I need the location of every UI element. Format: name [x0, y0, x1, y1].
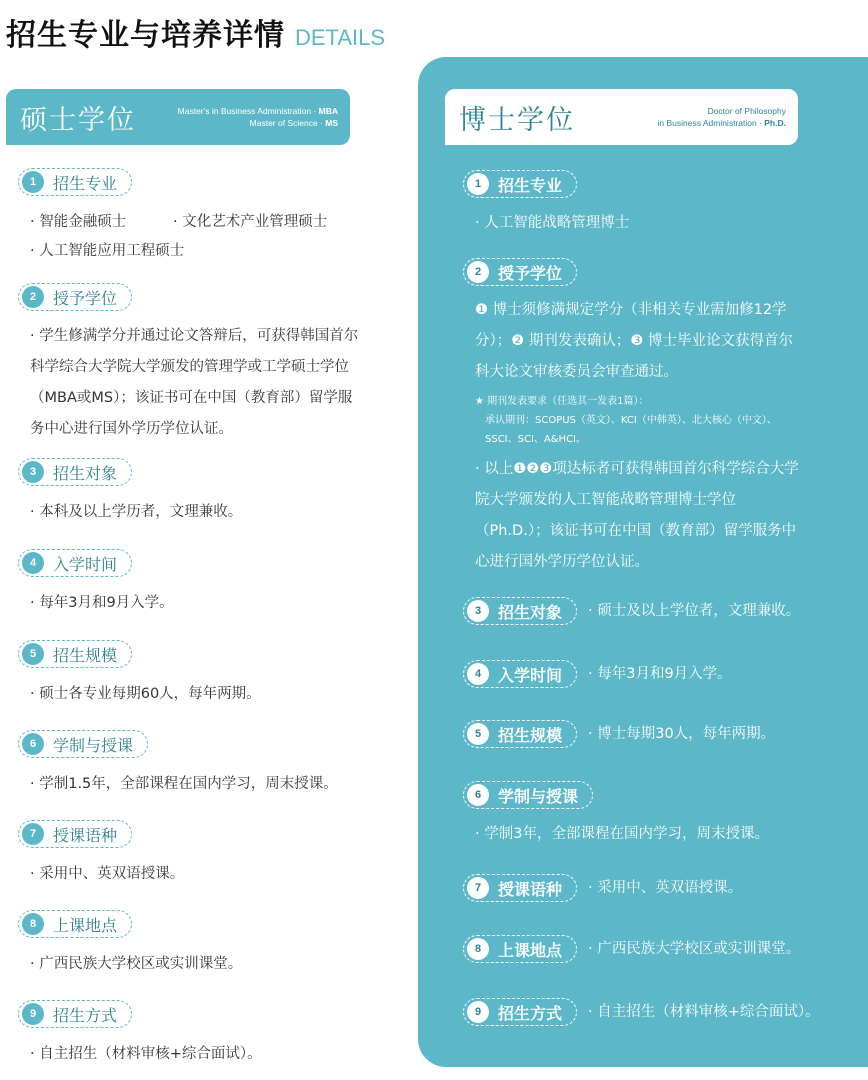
section-number-badge: 6: [467, 784, 489, 806]
page-title-chinese: 招生专业与培养详情: [6, 18, 285, 53]
section-label: 授课语种: [498, 879, 563, 899]
masters-degree-header: [6, 89, 350, 145]
phd-journal-note-title: ★ 期刊发表要求（任选其一发表1篇）：: [475, 396, 649, 407]
section-number-badge: 3: [467, 600, 489, 622]
section-number-badge: 6: [22, 733, 44, 755]
masters-section-language: [18, 820, 132, 848]
phd-target-text: · 硕士及以上学位者，文理兼收。: [588, 603, 801, 619]
phd-journal-note-list: 承认期刊：SCOPUS（英文）、KCI（中韩英）、北大核心（中文）、SSCI、SCI、A&HCI。: [485, 415, 777, 445]
phd-method-text: · 自主招生（材料审核+综合面试）。: [588, 1004, 820, 1020]
section-number-badge: 7: [467, 877, 489, 899]
phd-section-major: [463, 170, 577, 198]
page-title: [6, 10, 386, 53]
phd-language-text: · 采用中、英双语授课。: [588, 880, 743, 896]
section-label: 入学时间: [53, 554, 118, 574]
ms-abbreviation: MS: [325, 118, 338, 128]
section-label: 招生对象: [53, 463, 118, 483]
phd-subtitle-line2: in Business Administration ·: [657, 118, 765, 128]
page-title-english: DETAILS: [295, 25, 386, 50]
masters-target-text: · 本科及以上学历者，文理兼收。: [30, 504, 243, 520]
phd-section-degree: [463, 258, 577, 286]
masters-section-scale: [18, 640, 132, 668]
phd-degree-title: 博士学位: [459, 104, 575, 136]
section-number-badge: 5: [22, 643, 44, 665]
section-label: 授课语种: [53, 825, 118, 845]
section-label: 招生专业: [53, 173, 118, 193]
masters-section-duration: [18, 730, 148, 758]
section-number-badge: 4: [22, 552, 44, 574]
section-label: 学制与授课: [498, 786, 579, 806]
phd-section-method: [463, 998, 577, 1026]
phd-section-enroll-time: [463, 660, 577, 688]
phd-section-target: [463, 597, 577, 625]
phd-enroll-time-text: · 每年3月和9月入学。: [588, 666, 732, 682]
phd-requirements-text: ❶ 博士须修满规定学分（非相关专业需加修12学分）；❷ 期刊发表确认；❸ 博士毕业论文获得首尔科大论文审核委员会审查通过。: [475, 302, 793, 380]
masters-major-item: · 文化艺术产业管理硕士: [173, 214, 328, 230]
masters-section-degree: [18, 283, 132, 311]
masters-section-enroll-time: [18, 549, 132, 577]
section-number-badge: 9: [467, 1001, 489, 1023]
masters-major-item: · 智能金融硕士: [30, 214, 127, 230]
masters-section-target: [18, 458, 132, 486]
masters-location-text: · 广西民族大学校区或实训课堂。: [30, 956, 243, 972]
phd-section-duration: [463, 781, 593, 809]
phd-section-location: [463, 935, 577, 963]
masters-section-majors: [18, 168, 132, 196]
section-number-badge: 1: [22, 171, 44, 193]
phd-major-text: · 人工智能战略管理博士: [475, 215, 630, 231]
masters-duration-text: · 学制1.5年，全部课程在国内学习，周末授课。: [30, 776, 338, 792]
section-label: 上课地点: [53, 915, 118, 935]
masters-degree-title: 硕士学位: [20, 104, 136, 136]
section-label: 学制与授课: [53, 735, 134, 755]
masters-major-item: · 人工智能应用工程硕士: [30, 243, 185, 259]
masters-enroll-time-text: · 每年3月和9月入学。: [30, 595, 174, 611]
masters-degree-description: · 学生修满学分并通过论文答辩后，可获得韩国首尔科学综合大学院大学颁发的管理学或工学硕士学位（MBA或MS）；该证书可在中国（教育部）留学服务中心进行国外学历学位认证。: [30, 328, 359, 437]
phd-duration-text: · 学制3年，全部课程在国内学习，周末授课。: [475, 826, 769, 842]
section-number-badge: 8: [467, 938, 489, 960]
phd-location-text: · 广西民族大学校区或实训课堂。: [588, 941, 801, 957]
section-number-badge: 7: [22, 823, 44, 845]
section-label: 招生规模: [53, 645, 118, 665]
section-label: 招生方式: [498, 1003, 563, 1023]
section-label: 入学时间: [498, 665, 563, 685]
section-number-badge: 1: [467, 173, 489, 195]
mba-abbreviation: MBA: [318, 106, 338, 116]
section-label: 授予学位: [498, 263, 563, 283]
section-label: 上课地点: [498, 940, 563, 960]
section-number-badge: 8: [22, 913, 44, 935]
phd-section-language: [463, 874, 577, 902]
masters-section-method: [18, 1000, 132, 1028]
masters-degree-subtitle: [178, 105, 338, 129]
section-number-badge: 4: [467, 663, 489, 685]
masters-subtitle-line1: Master's in Business Administration ·: [177, 106, 319, 116]
phd-abbreviation: Ph.D.: [764, 118, 786, 128]
phd-journal-note: [475, 392, 795, 449]
section-number-badge: 2: [467, 261, 489, 283]
phd-subtitle-line1: Doctor of Philosophy: [707, 106, 786, 116]
phd-scale-text: · 博士每期30人，每年两期。: [588, 726, 776, 742]
masters-subtitle-line2: Master of Science ·: [249, 118, 326, 128]
section-label: 招生专业: [498, 175, 563, 195]
masters-section-location: [18, 910, 132, 938]
masters-method-text: · 自主招生（材料审核+综合面试）。: [30, 1046, 262, 1062]
section-label: 授予学位: [53, 288, 118, 308]
section-number-badge: 5: [467, 723, 489, 745]
phd-section-scale: [463, 720, 577, 748]
phd-degree-header: [445, 89, 798, 145]
section-label: 招生对象: [498, 602, 563, 622]
phd-degree-description: · 以上❶❷❸项达标者可获得韩国首尔科学综合大学院大学颁发的人工智能战略管理博士学位（Ph.D.）；该证书可在中国（教育部）留学服务中心进行国外学历学位认证。: [475, 461, 799, 570]
section-number-badge: 3: [22, 461, 44, 483]
masters-language-text: · 采用中、英双语授课。: [30, 866, 185, 882]
phd-degree-subtitle: [657, 105, 786, 129]
section-label: 招生规模: [498, 725, 563, 745]
section-number-badge: 9: [22, 1003, 44, 1025]
section-label: 招生方式: [53, 1005, 118, 1025]
section-number-badge: 2: [22, 286, 44, 308]
masters-scale-text: · 硕士各专业每期60人，每年两期。: [30, 686, 261, 702]
